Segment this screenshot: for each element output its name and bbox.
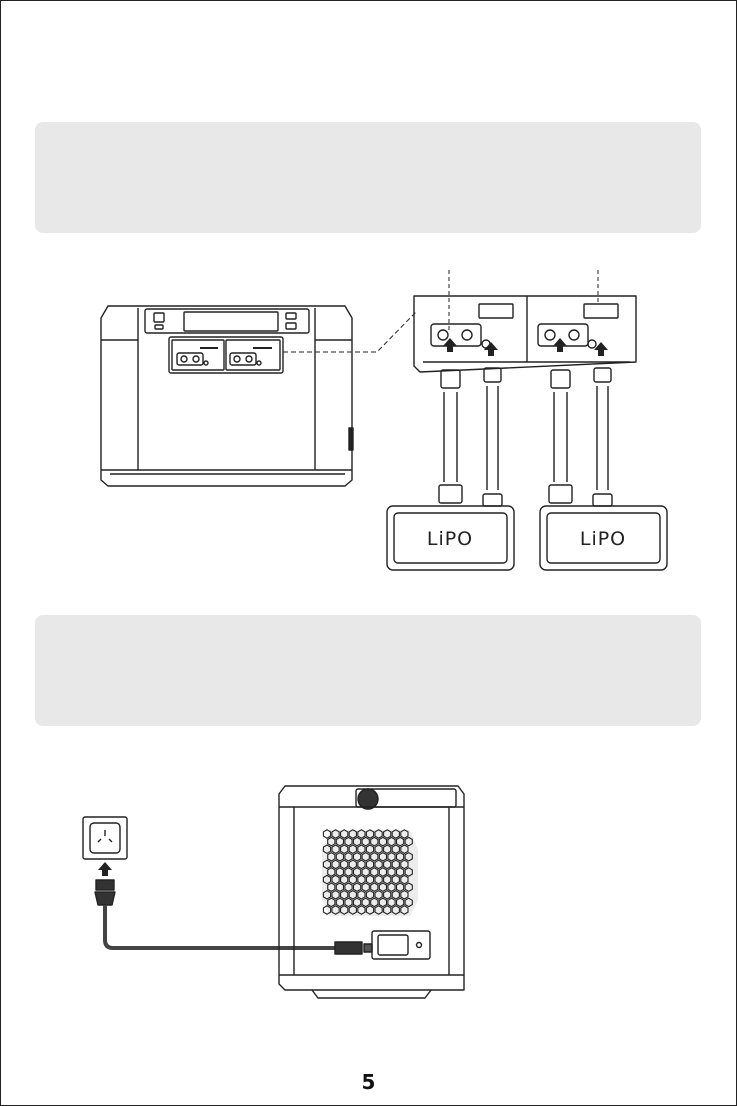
- note-box-top: [35, 122, 701, 233]
- note-box-bottom: [35, 615, 701, 726]
- charger-lipo-diagram: [0, 265, 737, 585]
- wall-socket-illustration: [83, 817, 127, 859]
- lipo-label-left: LiPO: [426, 528, 474, 550]
- page-number: 5: [361, 1070, 376, 1094]
- balance-and-power-cables: [439, 368, 612, 506]
- insert-arrows: [443, 338, 608, 356]
- charge-port-detail: [414, 296, 636, 372]
- ac-plug: [95, 880, 115, 905]
- lipo-label-right: LiPO: [579, 528, 627, 550]
- charger-front-illustration: [101, 306, 353, 486]
- ac-power-diagram: [0, 780, 737, 1005]
